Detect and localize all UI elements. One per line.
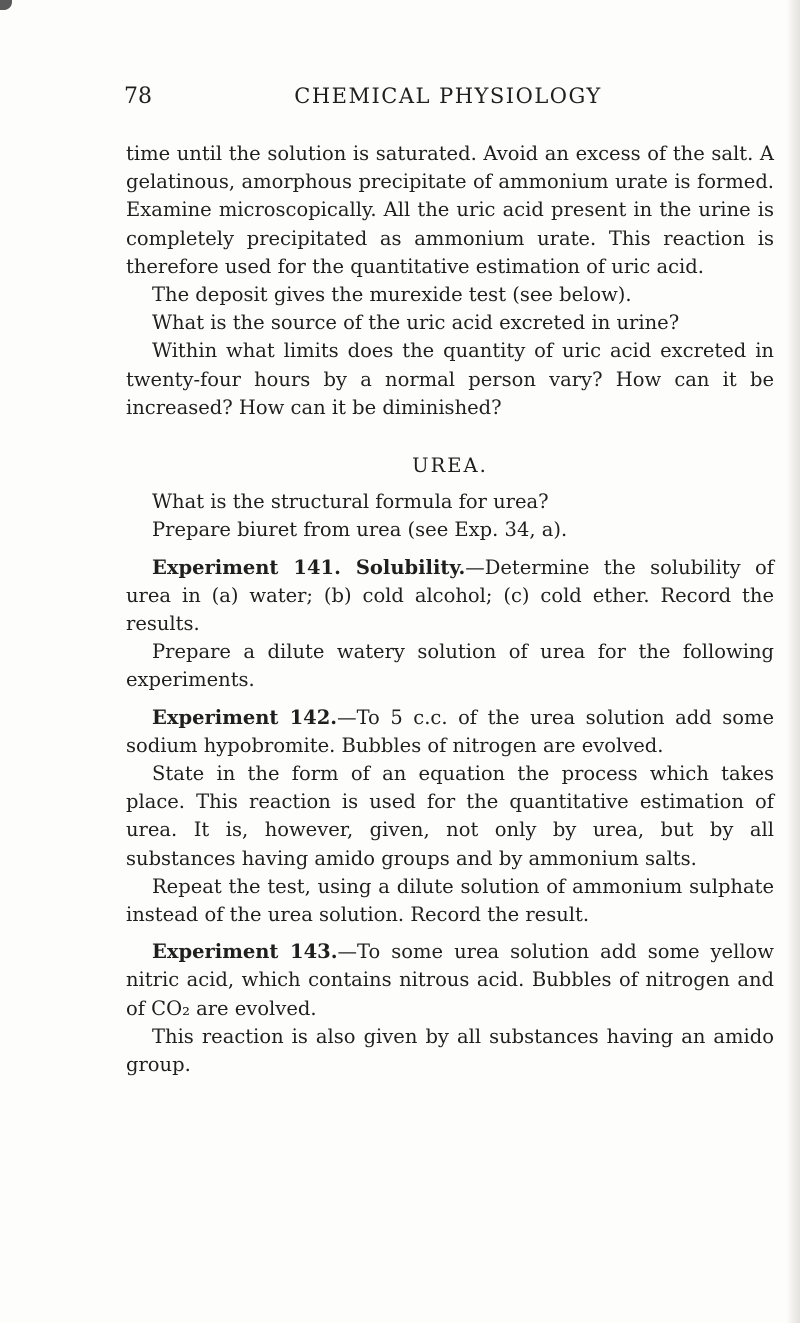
paragraph: Repeat the test, using a dilute solution of ammonium sulphate instead of the urea solution. Record the result. xyxy=(126,874,774,927)
experiment-142 xyxy=(126,704,774,760)
paragraph: Within what limits does the quantity of uric acid excreted in twenty-four hours by a normal person vary? How can it be increased? How can it be diminished? xyxy=(126,339,774,419)
paragraph: What is the structural formula for urea? xyxy=(152,490,549,514)
body-text xyxy=(126,140,774,1079)
page-edge-shadow xyxy=(786,0,800,1323)
paragraph: The deposit gives the murexide test (see below). xyxy=(152,283,632,307)
experiment-heading: Experiment 142. xyxy=(152,705,338,729)
paragraph: State in the form of an equation the process which takes place. This reaction is used for the quantitative estimation of urea. It is, however, given, not only by urea, but by all substances having amido groups and by ammonium salts. xyxy=(126,762,774,870)
section-title: UREA. xyxy=(412,454,488,478)
page-header xyxy=(124,84,772,118)
experiment-141 xyxy=(126,554,774,639)
paragraph: What is the source of the uric acid excreted in urine? xyxy=(152,311,680,335)
experiment-heading: Experiment 143. xyxy=(152,940,338,964)
paragraph: time until the solution is saturated. Avoid an excess of the salt. A gelatinous, amorphous precipitate of ammonium urate is formed. Examine microscopically. All the uric acid present in the urine is completely precipitated as ammonium urate. This reaction is therefore used for the quantitative estimation of uric acid. xyxy=(126,142,774,278)
experiment-143 xyxy=(126,938,774,1023)
experiment-text: —Determine the solubility of urea in (a) water; (b) cold alcohol; (c) cold ether. Record the results. xyxy=(126,555,774,636)
experiment-text: —To some urea solution add some yellow nitric acid, which contains nitrous acid. Bubbles of nitrogen and of CO₂ are evolved. xyxy=(126,940,774,1020)
experiment-heading: Experiment 141. Solubility. xyxy=(152,555,466,579)
page-corner-mark xyxy=(0,0,12,10)
paragraph: This reaction is also given by all substances having an amido group. xyxy=(126,1024,774,1077)
paragraph: Prepare biuret from urea (see Exp. 34, a). xyxy=(152,518,568,542)
running-head: CHEMICAL PHYSIOLOGY xyxy=(294,84,602,108)
paragraph: Prepare a dilute watery solution of urea for the following experiments. xyxy=(126,640,774,692)
page-number: 78 xyxy=(124,84,152,109)
experiment-text: —To 5 c.c. of the urea solution add some sodium hypobromite. Bubbles of nitrogen are evolved. xyxy=(126,705,774,757)
